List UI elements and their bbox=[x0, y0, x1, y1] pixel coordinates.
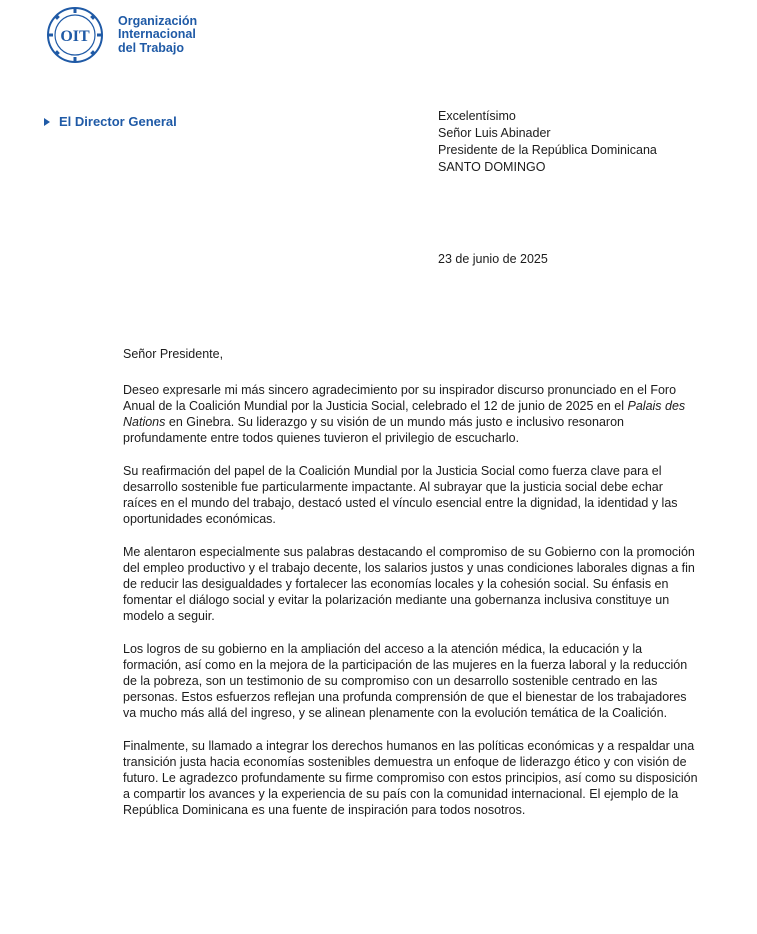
paragraph-2: Su reafirmación del papel de la Coalición Mundial por la Justicia Social como fuerza clave para el desarrollo sostenible fue particularmente impactante. Al subrayar que la justicia social debe echar raíces en el mundo del trabajo, destacó usted el vínculo esencial entre la dignidad, la identidad y las oportunidades económicas. bbox=[123, 464, 678, 526]
paragraph-4: Los logros de su gobierno en la ampliación del acceso a la atención médica, la educación y la formación, así como en la mejora de la participación de las mujeres en la fuerza laboral y la reducción de la pobreza, son un testimonio de su compromiso con un desarrollo sostenible centrado en las personas. Estos esfuerzos reflejan una profunda comprensión de que el bienestar de los trabajadores va mucho más allá del ingreso, y se alinean plenamente con la evolución temática de la Coalición. bbox=[123, 642, 688, 720]
letter-body bbox=[123, 346, 698, 835]
recipient-line: Señor Luis Abinader bbox=[438, 126, 551, 140]
organization-name bbox=[118, 15, 197, 56]
paragraph-1-italic: Palais des Nations bbox=[123, 399, 686, 429]
svg-text:OIT: OIT bbox=[60, 28, 90, 45]
recipient-line: SANTO DOMINGO bbox=[438, 160, 546, 174]
sender-text: El Director General bbox=[59, 114, 177, 129]
recipient-line: Excelentísimo bbox=[438, 109, 516, 123]
letter-date: 23 de junio de 2025 bbox=[438, 252, 548, 266]
paragraph-1 bbox=[123, 382, 698, 446]
paragraph-1-text-a: Deseo expresarle mi más sincero agradecimiento por su inspirador discurso pronunciado en el Foro Anual de la Coalición Mundial por la Justicia Social, celebrado el 12 de junio de 2025 en el bbox=[123, 383, 677, 413]
paragraph-3: Me alentaron especialmente sus palabras destacando el compromiso de su Gobierno con la promoción del empleo productivo y el trabajo decente, los salarios justos y unas condiciones laborales dignas a fin de reducir las desigualdades y fortalecer las economías locales y la cohesión social. Su énfasis en fomentar el diálogo social y evitar la polarización mediante una gobernanza inclusiva constituye un modelo a seguir. bbox=[123, 545, 695, 623]
ilo-logo bbox=[42, 5, 197, 65]
ilo-seal-icon bbox=[42, 5, 108, 65]
org-name-line: Internacional bbox=[118, 27, 196, 42]
paragraph-1-text-b: en Ginebra. Su liderazgo y su visión de un mundo más justo e inclusivo resonaron profundamente entre todos quienes tuvieron el privilegio de escucharlo. bbox=[123, 415, 624, 445]
triangle-bullet-icon bbox=[44, 118, 50, 126]
salutation: Señor Presidente, bbox=[123, 347, 224, 361]
recipient-line: Presidente de la República Dominicana bbox=[438, 143, 657, 157]
paragraph-5: Finalmente, su llamado a integrar los derechos humanos en las políticas económicas y a respaldar una transición justa hacia economías sostenibles demuestra un enfoque de liderazgo ético y con visión de futuro. Le agradezco profundamente su firme compromiso con estos principios, así como su disposición a compartir los avances y la experiencia de su país con la comunidad internacional. El ejemplo de la República Dominicana es una fuente de inspiración para todos nosotros. bbox=[123, 739, 698, 817]
recipient-address bbox=[438, 108, 657, 176]
sender-label bbox=[44, 114, 177, 129]
org-name-line: del Trabajo bbox=[118, 40, 184, 55]
org-name-line: Organización bbox=[118, 13, 198, 28]
